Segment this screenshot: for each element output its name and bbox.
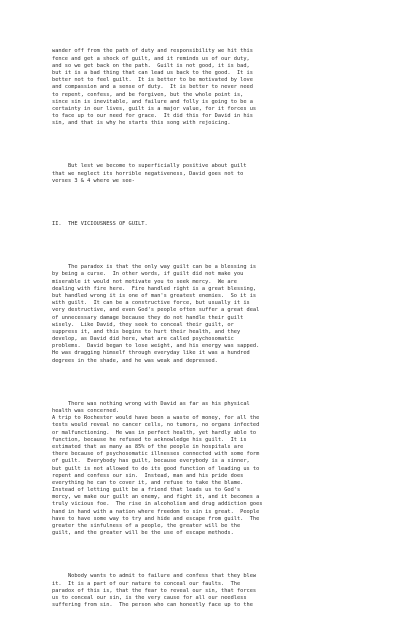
text-line: by being a curse. In other words, if guilt did not make you [52,271,244,278]
paragraph-1 [52,48,382,127]
paragraph-spacer [52,199,382,206]
text-line: Instead of letting guilt be a friend that leads us to God's [52,487,241,494]
text-line: degrees in the shade, and he was weak and depressed. [52,357,218,364]
text-line: A trip to Rochester would have been a waste of money, for all the [52,415,260,422]
paragraph-4 [52,401,382,538]
text-line: but it is a bad thing that can lead us back to the good. It is [52,69,253,76]
text-line: greater the sinfulness of a people, the greater will be the [52,523,241,530]
text-line: with guilt. It can be a constructive force, but usually it is [52,300,250,307]
text-line: or malfunctioning. He was in perfect health, yet hardly able to [52,429,257,436]
text-line: problems. David began to lose weight, and his energy was sapped. [52,343,260,350]
paragraph-spacer [52,243,382,250]
text-line: certainty in our lives, guilt is a major value, for it forces us [52,105,257,112]
section-heading: II. THE VICIOUSNESS OF GUILT. [52,221,148,228]
text-line: suppress it, and this begins to hurt their health, and they [52,328,241,335]
text-line: health was concerned. [52,408,119,415]
text-line: tests would reveal no cancer cells, no tumors, no organs infected [52,422,260,429]
text-line: better not to feel guilt. It is better to be motivated by love [52,77,253,84]
paragraph-3 [52,264,382,365]
text-line: fence and get a shock of guilt, and it reminds us of our duty, [52,55,250,62]
text-line: but handled wrong it is one of man's greatest enemies. So it is [52,292,257,299]
text-line: paradox of this is, that the fear to reveal our sin, that forces [52,587,257,594]
text-line: sin, and that is why he starts this song with rejoicing. [52,120,231,127]
text-line: it. It is a part of our nature to conceal our faults. The [52,580,241,587]
text-line: He was dragging himself through everyday like it was a hundred [52,350,250,357]
text-line: and so we get back on the path. Guilt is not good, it is bad, [52,62,250,69]
text-line: suffering from sin. The person who can honestly face up to the [52,602,253,609]
text-line: but guilt is not allowed to do its good function of leading us to [52,465,260,472]
text-line: function, because he refused to acknowledge his guilt. It is [52,436,247,443]
text-line: that we neglect its horrible negativeness, David goes not to [52,170,244,177]
text-line: have to have some way to try and hide and escape from guilt. The [52,515,260,522]
paragraph-spacer [52,379,382,386]
text-line: develop, as David did here, what are called psychosomatic [52,336,234,343]
text-line: wander off from the path of duty and responsibility we hit this [52,48,253,55]
text-line: miserable it would not motivate you to seek mercy. We are [52,278,237,285]
text-line: Nobody wants to admit to failure and confess that they blew [52,573,257,580]
text-line: and compassion and a sense of duty. It is better to never need [52,84,253,91]
text-line: mercy, we make our guilt an enemy, and fight it, and it becomes a [52,494,260,501]
text-line: to repent, confess, and be forgiven, but the whole point is, [52,91,244,98]
text-line: there because of psychosomatic illnesses connected with some form [52,451,260,458]
paragraph-2 [52,163,382,185]
paragraph-5 [52,573,382,609]
text-line: guilt, and the greater will be the use of escape methods. [52,530,234,537]
text-line: estimated that as many as 85% of the people in hospitals are [52,443,244,450]
text-line: everything he can to cover it, and refuse to take the blame. [52,479,244,486]
text-line: There was nothing wrong with David as far as his physical [52,400,250,407]
text-line: hand in hand with a nation where freedom to sin is great. People [52,508,260,515]
paragraph-spacer [52,142,382,149]
text-line: us to conceal our sin, is the very cause for all our needless [52,594,247,601]
text-line: wisely. Like David, they seek to conceal their guilt, or [52,321,234,328]
paragraph-spacer [52,552,382,559]
text-line: since sin is inevitable, and failure and folly is going to be a [52,98,253,105]
text-line: of unnecessary damage because they do not handle their guilt [52,314,244,321]
text-line: truly vicious foe. The rise in alcoholism and drug addiction goes [52,501,263,508]
text-line: to face up to our need for grace. It did this for David in his [52,113,253,120]
text-line: verses 3 & 4 where we see- [52,177,135,184]
text-line: very destructive, and even God's people often suffer a great deal [52,307,260,314]
text-line: repent and confess our sin. Instead, man and his pride does [52,472,244,479]
text-line: The paradox is that the only way guilt can be a blessing is [52,264,257,271]
text-line: But lest we become to superficially positive about guilt [52,163,247,170]
document-body [52,34,382,624]
text-line: dealing with fire here. Fire handled right is a great blessing, [52,285,257,292]
text-line: of guilt. Everybody has guilt, because everybody is a sinner, [52,458,250,465]
